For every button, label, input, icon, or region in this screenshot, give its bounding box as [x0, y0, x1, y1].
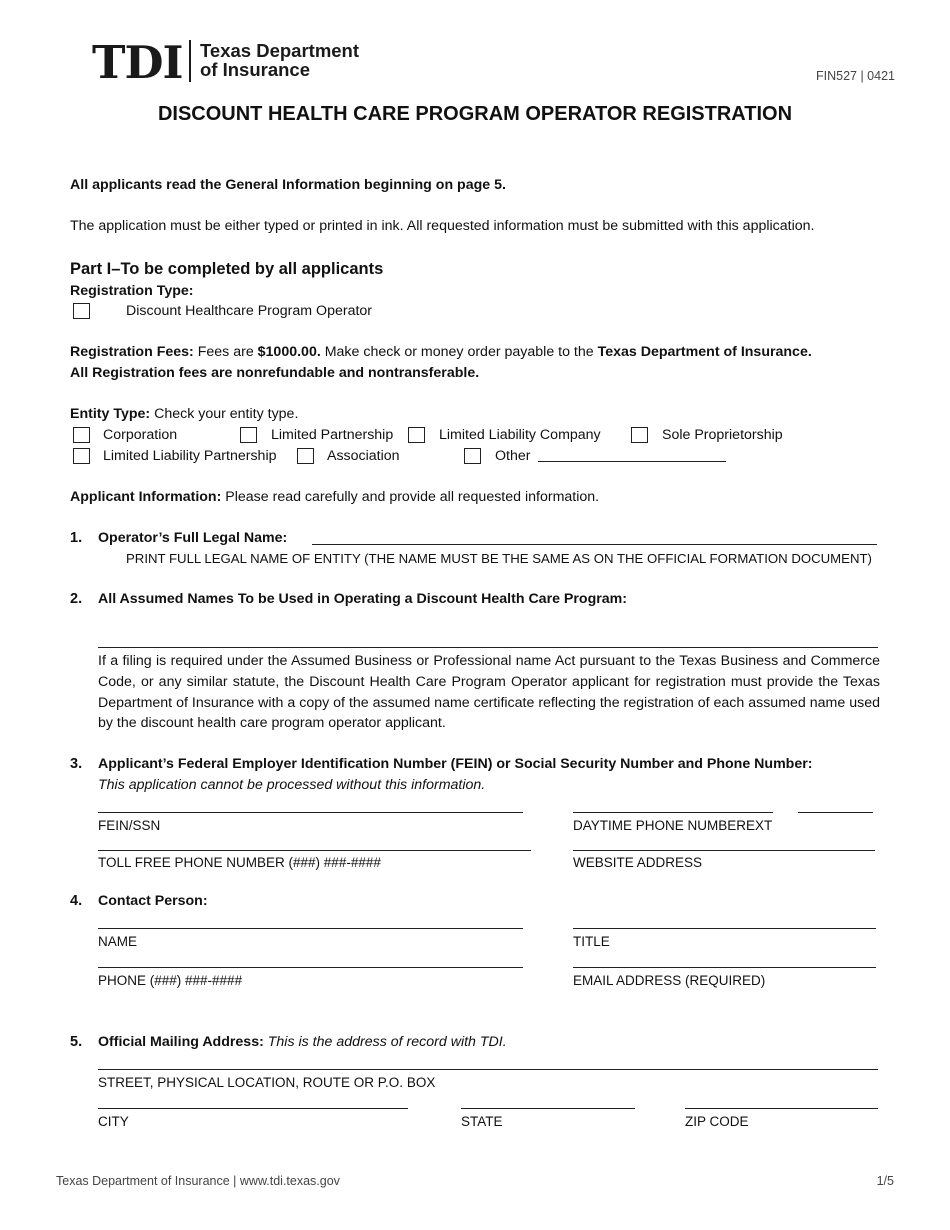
registration-type-option: Discount Healthcare Program Operator: [126, 303, 373, 319]
city-label: CITY: [98, 1114, 129, 1129]
ext-label: EXT: [746, 818, 773, 833]
logo-line1: Texas Department: [200, 40, 360, 61]
entity-limited-partnership-checkbox[interactable]: [240, 427, 257, 443]
contact-title-field[interactable]: [573, 928, 876, 929]
fees-text1: Fees are: [193, 344, 258, 360]
q3-number: 3.: [70, 756, 83, 772]
q5-heading: [98, 1034, 507, 1050]
logo-line2: of Insurance: [200, 59, 310, 80]
q1-label: Operator’s Full Legal Name:: [98, 530, 288, 546]
daytime-phone-text: DAYTIME PHONE NUMBER: [573, 818, 747, 833]
applicant-information: [70, 489, 599, 505]
fees-label: Registration Fees:: [70, 344, 194, 360]
entity-llp-checkbox[interactable]: [73, 448, 90, 464]
footer-text: Texas Department of Insurance | www.tdi.texas.gov: [56, 1174, 340, 1188]
entity-limited-partnership-label: Limited Partnership: [271, 427, 394, 443]
daytime-phone-field[interactable]: [573, 812, 773, 813]
state-field[interactable]: [461, 1108, 635, 1109]
page-title: DISCOUNT HEALTH CARE PROGRAM OPERATOR REGISTRATION: [157, 103, 793, 125]
operator-legal-name-field[interactable]: [312, 544, 877, 545]
fees-payee: Texas Department of Insurance.: [597, 344, 812, 360]
instructions-text: The application must be either typed or printed in ink. All requested information must be submitted with this application.: [70, 218, 815, 234]
page-number: 1/5: [876, 1174, 894, 1188]
zip-code-label: ZIP CODE: [685, 1114, 749, 1129]
q5-note: This is the address of record with TDI.: [263, 1034, 507, 1050]
registration-fees: [70, 344, 812, 360]
fees-nonrefundable: All Registration fees are nonrefundable and nontransferable.: [70, 365, 480, 381]
phone-ext-field[interactable]: [798, 812, 873, 813]
fees-text2: Make check or money order payable to the: [320, 344, 598, 360]
entity-sole-proprietorship-label: Sole Proprietorship: [662, 427, 783, 443]
contact-name-field[interactable]: [98, 928, 523, 929]
contact-phone-label: PHONE (###) ###-####: [98, 973, 243, 988]
applicant-information-label: Applicant Information:: [70, 489, 222, 505]
street-address-field[interactable]: [98, 1069, 878, 1070]
entity-other-label: Other: [495, 448, 531, 464]
entity-corporation-checkbox[interactable]: [73, 427, 90, 443]
applicant-information-text: Please read carefully and provide all requested information.: [221, 489, 600, 505]
q2-number: 2.: [70, 591, 83, 607]
entity-type-instruction: Check your entity type.: [150, 406, 299, 422]
contact-name-label: NAME: [98, 934, 138, 949]
contact-phone-field[interactable]: [98, 967, 523, 968]
logo-divider: [189, 40, 191, 82]
toll-free-phone-field[interactable]: [98, 850, 531, 851]
street-address-label: STREET, PHYSICAL LOCATION, ROUTE OR P.O. BOX: [98, 1075, 436, 1090]
form-code: FIN527 | 0421: [816, 69, 895, 83]
website-address-field[interactable]: [573, 850, 875, 851]
q1-note: PRINT FULL LEGAL NAME OF ENTITY (THE NAME MUST BE THE SAME AS ON THE OFFICIAL FORMATION DOCUMENT): [126, 551, 872, 566]
contact-title-label: TITLE: [573, 934, 610, 949]
q2-label: All Assumed Names To be Used in Operating a Discount Health Care Program:: [98, 591, 627, 607]
toll-free-phone-label: TOLL FREE PHONE NUMBER (###) ###-####: [98, 855, 381, 870]
entity-other-input-line[interactable]: [538, 461, 726, 462]
entity-other-checkbox[interactable]: [464, 448, 481, 464]
general-info-note: All applicants read the General Information beginning on page 5.: [70, 177, 506, 193]
contact-email-field[interactable]: [573, 967, 876, 968]
logo-mark: TDI: [92, 36, 183, 89]
q3-label: Applicant’s Federal Employer Identification Number (FEIN) or Social Security Number and Phone Number:: [98, 756, 813, 772]
entity-type: [70, 406, 298, 422]
daytime-phone-label: [573, 818, 772, 833]
q3-note: This application cannot be processed without this information.: [98, 777, 486, 793]
website-address-label: WEBSITE ADDRESS: [573, 855, 703, 870]
state-label: STATE: [461, 1114, 503, 1129]
city-field[interactable]: [98, 1108, 408, 1109]
entity-llc-checkbox[interactable]: [408, 427, 425, 443]
entity-corporation-label: Corporation: [103, 427, 178, 443]
entity-association-label: Association: [327, 448, 400, 464]
entity-llp-label: Limited Liability Partnership: [103, 448, 277, 464]
entity-sole-proprietorship-checkbox[interactable]: [631, 427, 648, 443]
fees-amount: $1000.00.: [257, 344, 321, 360]
q4-number: 4.: [70, 893, 83, 909]
q1-number: 1.: [70, 530, 83, 546]
q5-label: Official Mailing Address:: [98, 1034, 264, 1050]
fein-ssn-label: FEIN/SSN: [98, 818, 161, 833]
tdi-logo: [92, 36, 382, 89]
entity-llc-label: Limited Liability Company: [439, 427, 601, 443]
assumed-names-field[interactable]: [98, 647, 878, 648]
q5-number: 5.: [70, 1034, 83, 1050]
contact-email-label: EMAIL ADDRESS (REQUIRED): [573, 973, 766, 988]
fein-ssn-field[interactable]: [98, 812, 523, 813]
registration-type-checkbox[interactable]: [73, 303, 90, 319]
entity-type-label: Entity Type:: [70, 406, 151, 422]
zip-code-field[interactable]: [685, 1108, 878, 1109]
entity-association-checkbox[interactable]: [297, 448, 314, 464]
registration-type-label: Registration Type:: [70, 283, 194, 299]
q4-label: Contact Person:: [98, 893, 208, 909]
q2-paragraph: If a filing is required under the Assumed Business or Professional name Act pursuant to the Texas Business and Commerce Code, or any similar statute, the Discount Health Care Program Operator applicant for registration must provide the Texas Department of Insurance with a copy of the assumed name certificate reflecting the registration of each assumed name used by the discount health care program operator applicant.: [98, 653, 880, 732]
part1-heading: Part I–To be completed by all applicants: [70, 260, 384, 278]
